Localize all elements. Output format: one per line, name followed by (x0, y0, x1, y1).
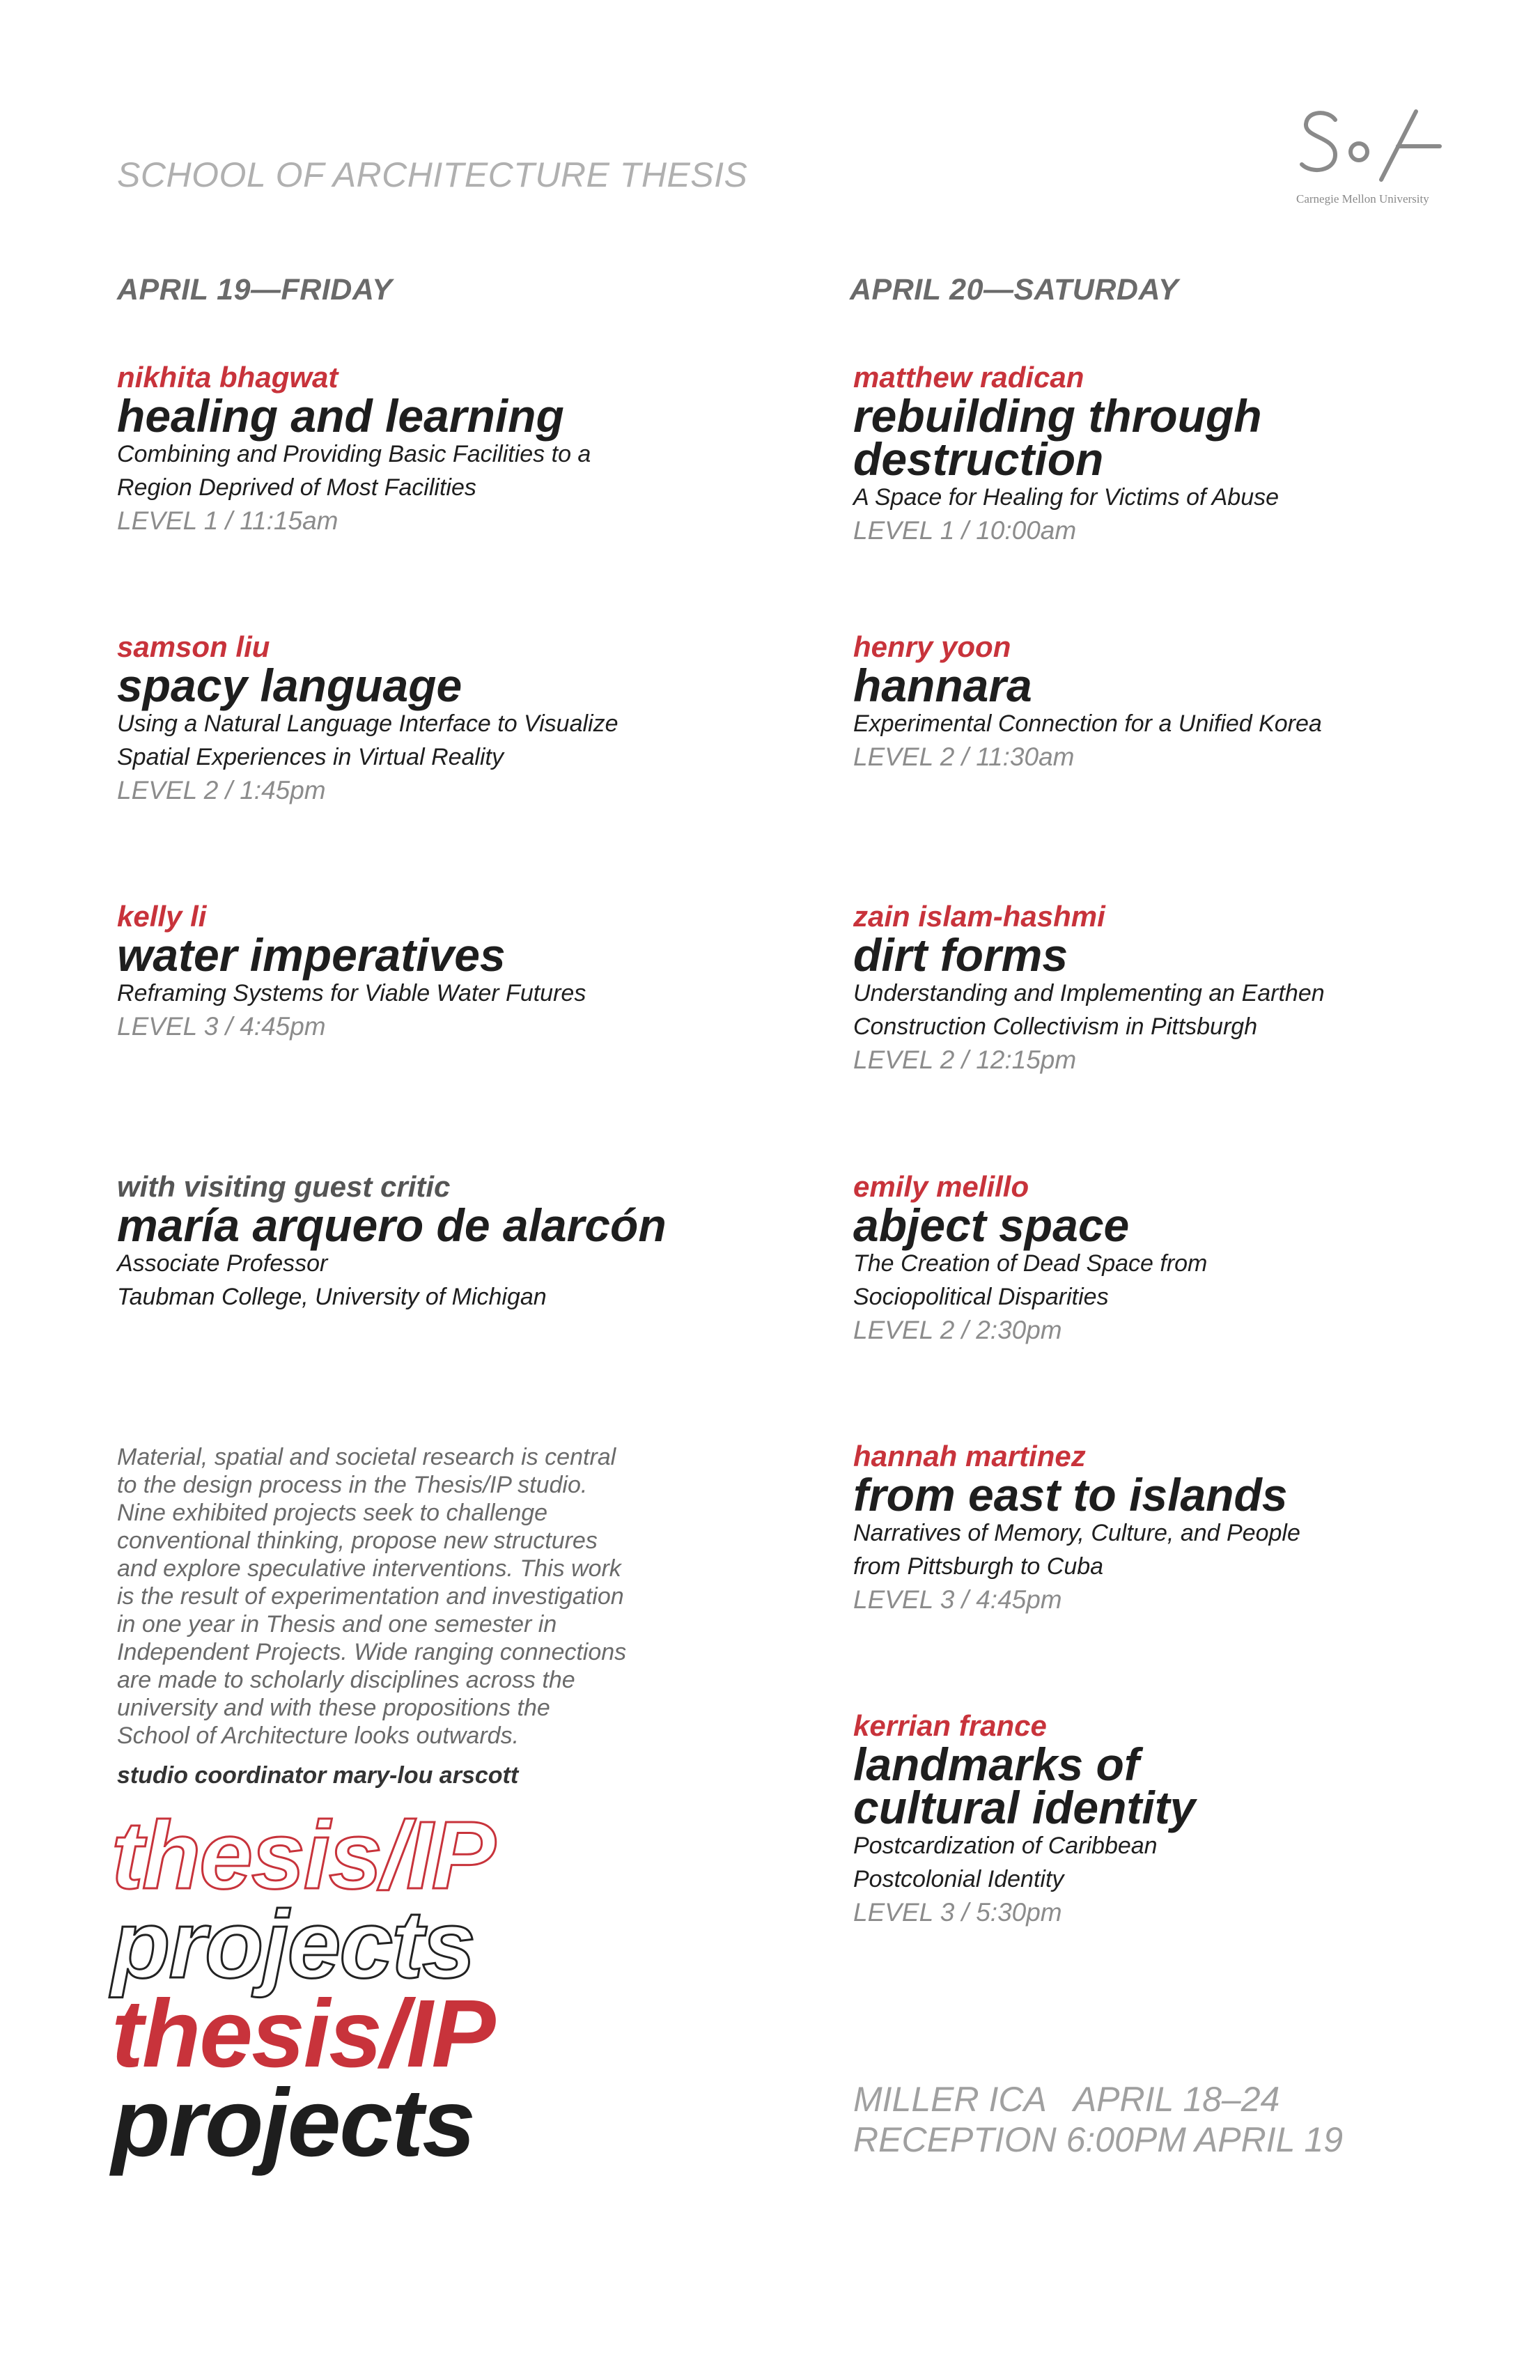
presenter-name: henry yoon (853, 630, 1011, 663)
soa-logo-icon (1292, 104, 1445, 188)
venue-dates: MILLER ICA APRIL 18–24 (853, 2080, 1280, 2119)
project-location: LEVEL 2 / 11:30am (853, 742, 1075, 771)
presenter-name: kerrian france (853, 1709, 1047, 1742)
school-logo (1292, 104, 1445, 216)
guest-label: with visiting guest critic (117, 1170, 451, 1203)
project-subtitle: The Creation of Dead Space from (853, 1250, 1208, 1277)
project-location: LEVEL 1 / 10:00am (853, 516, 1077, 545)
description-line: Nine exhibited projects seek to challenge (117, 1500, 548, 1526)
project-title: destruction (853, 433, 1104, 485)
description-line: is the result of experimentation and investigation (117, 1583, 624, 1610)
project-subtitle: Postcardization of Caribbean (853, 1833, 1158, 1859)
project-subtitle: Reframing Systems for Viable Water Futures (117, 980, 586, 1006)
project-location: LEVEL 2 / 12:15pm (853, 1045, 1077, 1074)
wordmark-outline-thesis: thesis/IP (111, 1802, 495, 1909)
description-line: in one year in Thesis and one semester in (117, 1611, 557, 1638)
description-line: and explore speculative interventions. This work (117, 1555, 621, 1582)
project-subtitle: Using a Natural Language Interface to Visualize (117, 710, 619, 737)
project-entry (117, 900, 786, 1043)
project-title: cultural identity (853, 1782, 1196, 1833)
project-entry (853, 1709, 1522, 1929)
project-subtitle: Construction Collectivism in Pittsburgh (853, 1013, 1258, 1040)
description-line: conventional thinking, propose new structures (117, 1527, 598, 1554)
project-location: LEVEL 3 / 4:45pm (117, 1012, 326, 1041)
project-title: hannara (853, 660, 1032, 711)
description-line: School of Architecture looks outwards. (117, 1722, 520, 1749)
project-subtitle: A Space for Healing for Victims of Abuse (853, 484, 1280, 511)
project-location: LEVEL 3 / 5:30pm (853, 1898, 1062, 1927)
project-subtitle: Sociopolitical Disparities (853, 1284, 1109, 1310)
guest-role: Associate Professor (117, 1250, 328, 1277)
project-entry (853, 361, 1522, 547)
guest-affiliation: Taubman College, University of Michigan (117, 1284, 547, 1310)
project-location: LEVEL 2 / 1:45pm (117, 776, 326, 804)
wordmark-solid-projects: projects (111, 2069, 474, 2177)
presenter-name: nikhita bhagwat (117, 361, 339, 394)
studio-coordinator: studio coordinator mary-lou arscott (117, 1762, 519, 1789)
project-title: rebuilding through (853, 390, 1262, 442)
guest-critic (117, 1170, 786, 1314)
presenter-name: emily melillo (853, 1170, 1029, 1203)
project-title: spacy language (117, 660, 462, 711)
guest-name: maría arquero de alarcón (117, 1199, 667, 1251)
project-subtitle: Narratives of Memory, Culture, and People (853, 1520, 1300, 1546)
description-line: are made to scholarly disciplines across the (117, 1667, 575, 1693)
project-title: abject space (853, 1199, 1130, 1251)
project-subtitle: Combining and Providing Basic Facilities to a (117, 441, 591, 467)
venue-info (853, 2079, 1343, 2160)
project-entry (853, 1170, 1522, 1347)
presenter-name: kelly li (117, 900, 207, 933)
studio-description (117, 1443, 688, 1750)
project-entry (117, 630, 786, 807)
project-title: water imperatives (117, 929, 506, 981)
project-subtitle: Experimental Connection for a Unified Korea (853, 710, 1322, 737)
project-entry (853, 1440, 1522, 1617)
project-entry (853, 630, 1522, 774)
project-title: healing and learning (117, 390, 564, 442)
project-entry (853, 900, 1522, 1077)
project-title: dirt forms (853, 929, 1068, 981)
friday-heading: APRIL 19—FRIDAY (117, 273, 393, 306)
description-line: university and with these propositions the (117, 1695, 550, 1721)
description-line: to the design process in the Thesis/IP studio. (117, 1472, 588, 1498)
project-entry (117, 361, 786, 538)
project-subtitle: Spatial Experiences in Virtual Reality (117, 744, 504, 770)
project-location: LEVEL 2 / 2:30pm (853, 1316, 1062, 1344)
page-title: SCHOOL OF ARCHITECTURE THESIS (117, 155, 748, 194)
project-subtitle: Postcolonial Identity (853, 1866, 1064, 1892)
logo-caption: Carnegie Mellon University (1296, 192, 1429, 205)
wordmark-outline-projects: projects (111, 1891, 474, 1998)
project-subtitle: Region Deprived of Most Facilities (117, 474, 476, 501)
project-location: LEVEL 3 / 4:45pm (853, 1585, 1062, 1614)
project-subtitle: Understanding and Implementing an Earthen (853, 980, 1325, 1006)
description-line: Material, spatial and societal research is central (117, 1444, 616, 1470)
project-subtitle: from Pittsburgh to Cuba (853, 1553, 1104, 1580)
presenter-name: hannah martinez (853, 1440, 1086, 1472)
presenter-name: zain islam-hashmi (853, 900, 1105, 933)
saturday-heading: APRIL 20—SATURDAY (850, 273, 1179, 306)
presenter-name: samson liu (117, 630, 270, 663)
reception-time: RECEPTION 6:00PM APRIL 19 (853, 2120, 1344, 2159)
project-location: LEVEL 1 / 11:15am (117, 506, 339, 535)
description-line: Independent Projects. Wide ranging connections (117, 1639, 627, 1665)
project-title: from east to islands (853, 1469, 1288, 1520)
project-title: landmarks of (853, 1739, 1140, 1790)
presenter-name: matthew radican (853, 361, 1084, 394)
wordmark-solid-thesis: thesis/IP (111, 1980, 495, 2087)
